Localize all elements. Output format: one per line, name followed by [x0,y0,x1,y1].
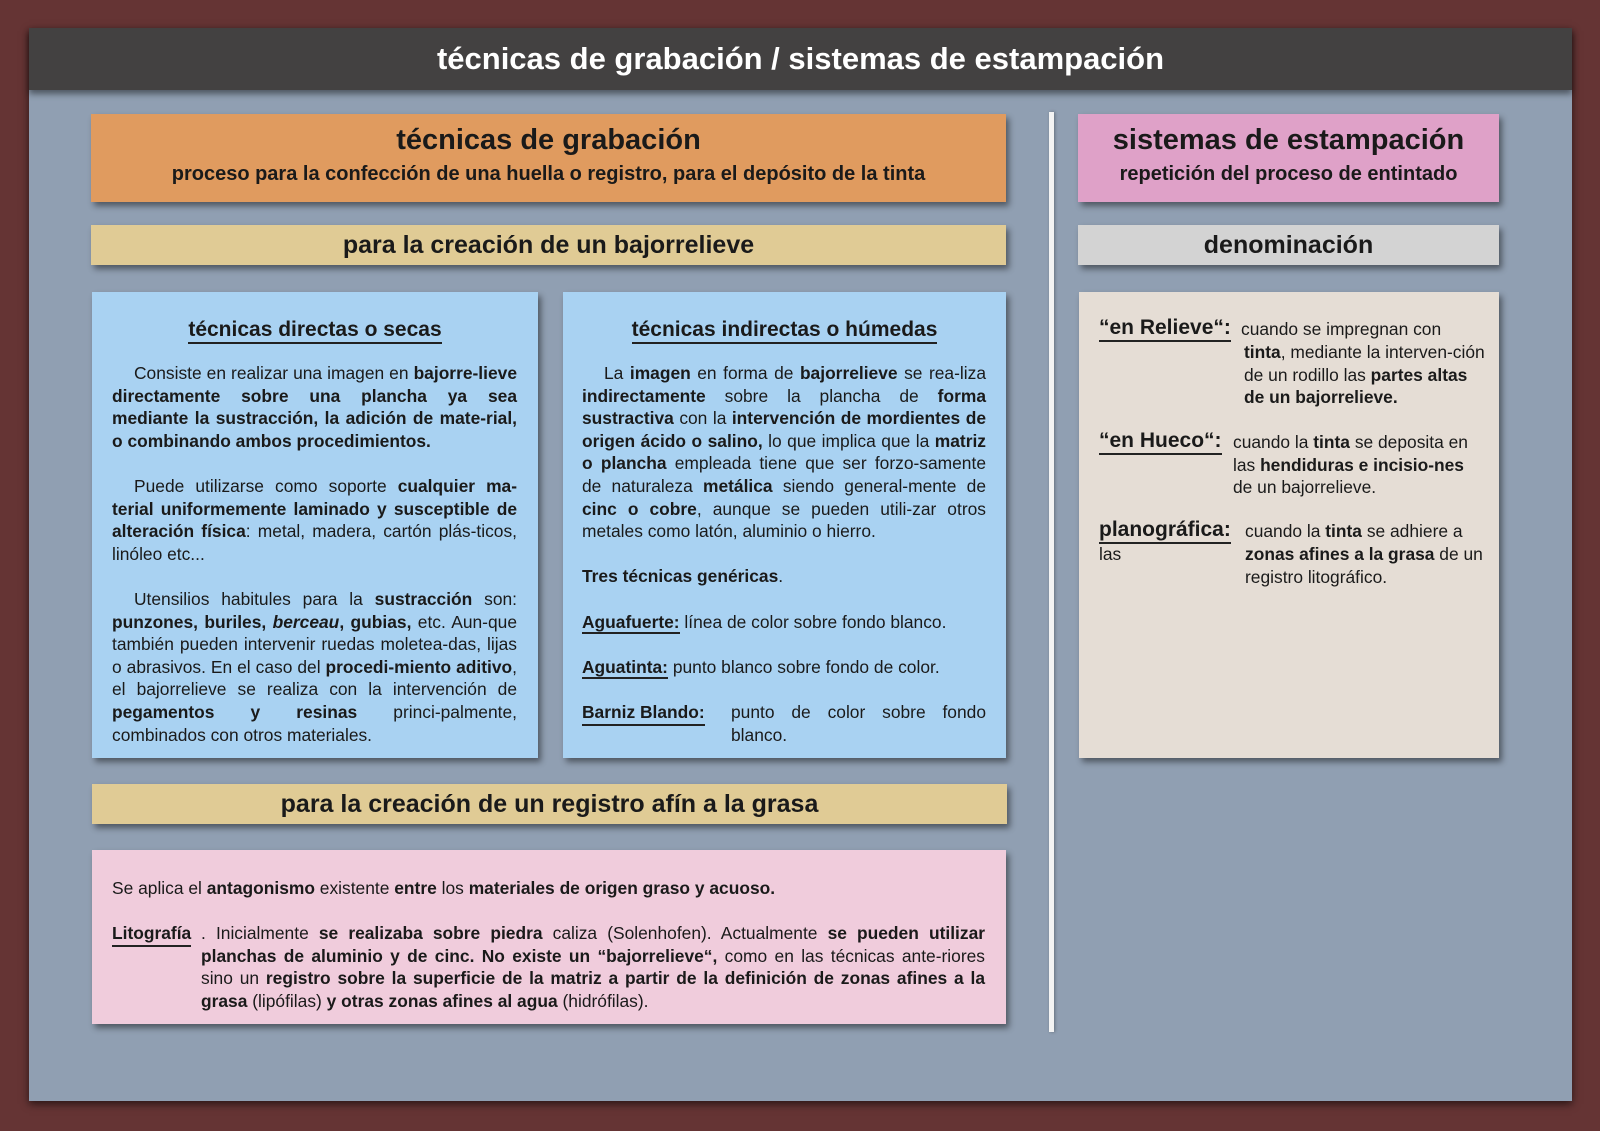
grasa-panel [92,850,1006,1024]
denominacion-bar: denominación [1078,225,1499,265]
bajorrelieve-bar: para la creación de un bajorrelieve [91,225,1006,265]
grasa-bar: para la creación de un registro afín a la grasa [92,784,1007,824]
directas-panel [92,292,538,758]
grasa-intro: Se aplica el antagonismo existente entre los materiales de origen graso y acuoso. [112,878,776,898]
litografia-item: Litografía . Inicialmente se realizaba sobre piedra caliza (Solenhofen). Actualmente se pueden utilizar planchas de aluminio y de cinc. No existe un “bajorrelieve“, como en las técnicas ante-riores sino un registro sobre la superficie de la matriz a partir de la definición de zonas afines a la grasa (lipófilas) y otras zonas afines al agua (hidrófilas). [112,923,986,1011]
directas-text [112,362,517,769]
hueco-term: “en Hueco“: [1099,429,1222,455]
estampacion-header [1078,114,1499,202]
grabacion-subtitle: proceso para la confección de una huella o registro, para el depósito de la tinta [171,163,926,185]
planografica-term: planográfica: [1099,518,1231,544]
directas-title: técnicas directas o secas [188,318,441,344]
tres-tecnicas: Tres técnicas genéricas. [582,566,784,587]
aguatinta-item: Aguatinta: punto blanco sobre fondo de color. [582,656,940,677]
estampacion-title: sistemas de estampación [1112,124,1465,156]
indirectas-panel [563,292,1006,758]
relieve-term: “en Relieve“: [1099,316,1231,342]
indirectas-p1: La imagen en forma de bajorrelieve se rea-liza indirectamente sobre la plancha de forma sustractiva con la intervención de mordientes de origen ácido o salino, lo que implica que la matriz o plancha empleada tiene que ser forzo-samente de naturaleza metálica siendo general-mente de cinc o cobre, aunque se pueden utili-zar otros metales como latón, aluminio o hierro. [582,363,987,542]
planografica-item: planográfica: cuando la tinta se adhiere a las zonas afines a la grasa de un registro litográfico. [1099,518,1483,587]
directas-p2: Puede utilizarse como soporte cualquier ma-terial uniformemente laminado y susceptible de alteración física: metal, madera, cartón plás-ticos, linóleo etc... [112,475,518,564]
page-title: técnicas de grabación / sistemas de estampación [29,28,1572,90]
board [29,28,1572,1101]
barniz-label: Barniz Blando: [582,701,705,726]
directas-p1: Consiste en realizar una imagen en bajorre-lieve directamente sobre una plancha ya sea mediante la sustracción, la adición de mate-rial, o combinando ambos procedimientos. [112,363,517,451]
denominaciones-panel [1079,292,1499,758]
directas-p3: Utensilios habitules para la sustracción son: punzones, buriles, berceau, gubias, etc. Aun-que también pueden intervenir ruedas moletea-das, lijas o abrasivos. En el caso del procedi-miento aditivo, el bajorrelieve se realiza con la intervención de pegamentos y resinas princi-palmente, combinados con otros materiales. [112,588,518,745]
column-divider [1049,112,1054,1032]
grabacion-header [91,114,1006,202]
litografia-label: Litografía [112,922,191,947]
barniz-item: Barniz Blando: punto de color sobre fondo blanco. [582,701,986,745]
aguafuerte-label: Aguafuerte: [582,611,680,632]
aguatinta-label: Aguatinta: [582,656,668,677]
indirectas-title: técnicas indirectas o húmedas [632,318,938,344]
hueco-item: “en Hueco“: cuando la tinta se deposita en las hendiduras e incisio-nes de un bajorrelieve. [1099,429,1468,498]
grabacion-title: técnicas de grabación [396,124,701,156]
indirectas-text [582,362,986,747]
estampacion-subtitle: repetición del proceso de entintado [1119,163,1458,185]
relieve-item: “en Relieve“: cuando se impregnan con tinta, mediante la interven-ción de un rodillo las partes altas de un bajorrelieve. [1099,316,1485,408]
aguafuerte-item: Aguafuerte: línea de color sobre fondo blanco. [582,611,947,632]
